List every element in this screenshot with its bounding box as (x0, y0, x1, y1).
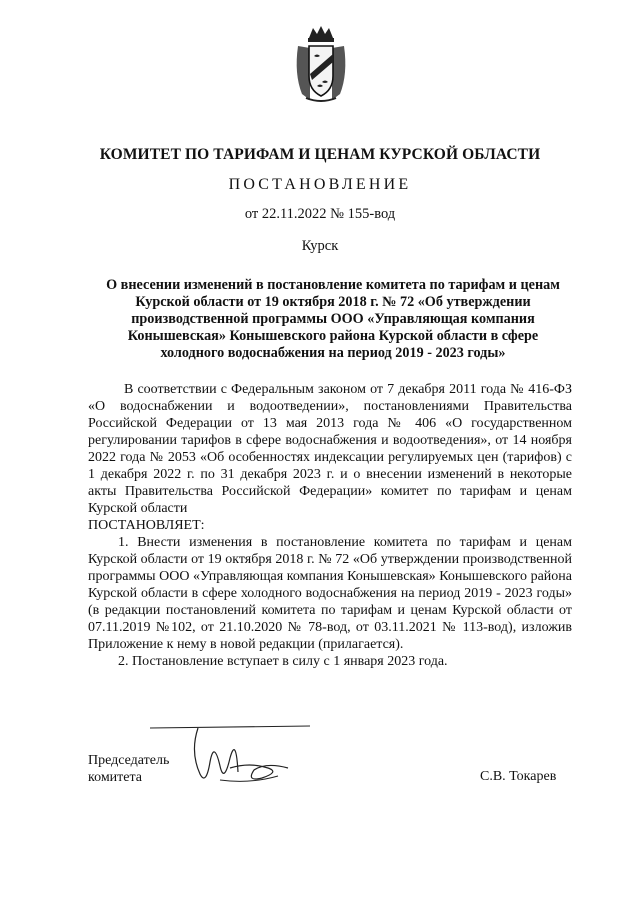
resolves-word: ПОСТАНОВЛЯЕТ: (88, 518, 205, 533)
document-type: ПОСТАНОВЛЕНИЕ (228, 176, 412, 193)
city: Курск (301, 238, 339, 254)
signer-title-line: Председатель (88, 753, 170, 768)
committee-title: КОМИТЕТ ПО ТАРИФАМ И ЦЕНАМ КУРСКОЙ ОБЛАСТИ (99, 146, 541, 163)
signer-name: С.В. Токарев (480, 769, 557, 784)
coat-of-arms-icon (292, 24, 350, 104)
decree-body (88, 381, 572, 670)
subject-line: производственной программы ООО «Управляющая компания (131, 311, 535, 327)
signer-title-line: комитета (88, 770, 143, 785)
handwritten-signature-icon (150, 722, 320, 792)
decree-date-number: от 22.11.2022 № 155-вод (244, 206, 396, 222)
subject-line: Конышевская» Конышевского района Курской области в сфере (127, 328, 539, 344)
decree-subject (98, 277, 568, 362)
subject-line: О внесении изменений в постановление комитета по тарифам и ценам (106, 277, 560, 293)
signer-title (88, 752, 169, 786)
subject-line: Курской области от 19 октября 2018 г. № 72 «Об утверждении (135, 294, 531, 310)
item-1-paragraph: 1. Внести изменения в постановление комитета по тарифам и ценам Курской области от 19 октября 2018 г. № 72 «Об утверждении производственной программы ООО «Управляющая компания Конышевская» Конышевского района Курской области в сфере холодного водоснабжения на период 2019 - 2023 годы» (в редакции постановлений комитета по тарифам и ценам Курской области от 07.11.2019 №102, от 21.10.2020 № 78-вод, от 03.11.2021 № 113-вод), изложив Приложение к нему в новой редакции (прилагается). (88, 535, 572, 652)
subject-line: холодного водоснабжения на период 2019 - 2023 годы» (160, 345, 506, 361)
preamble-paragraph: В соответствии с Федеральным законом от 7 декабря 2011 года № 416-ФЗ «О водоснабжении и водоотведении», постановлениями Правительства Российской Федерации от 13 мая 2013 года № 406 «О государственном регулировании тарифов в сфере водоснабжения и водоотведения», от 14 ноября 2022 года № 2053 «Об особенностях индексации регулируемых цен (тарифов) с 1 декабря 2022 г. по 31 декабря 2023 г. и о внесении изменений в некоторые акты Правительства Российской Федерации» комитет по тарифам и ценам Курской области (88, 382, 572, 516)
item-2-paragraph: 2. Постановление вступает в силу с 1 января 2023 года. (118, 654, 448, 669)
